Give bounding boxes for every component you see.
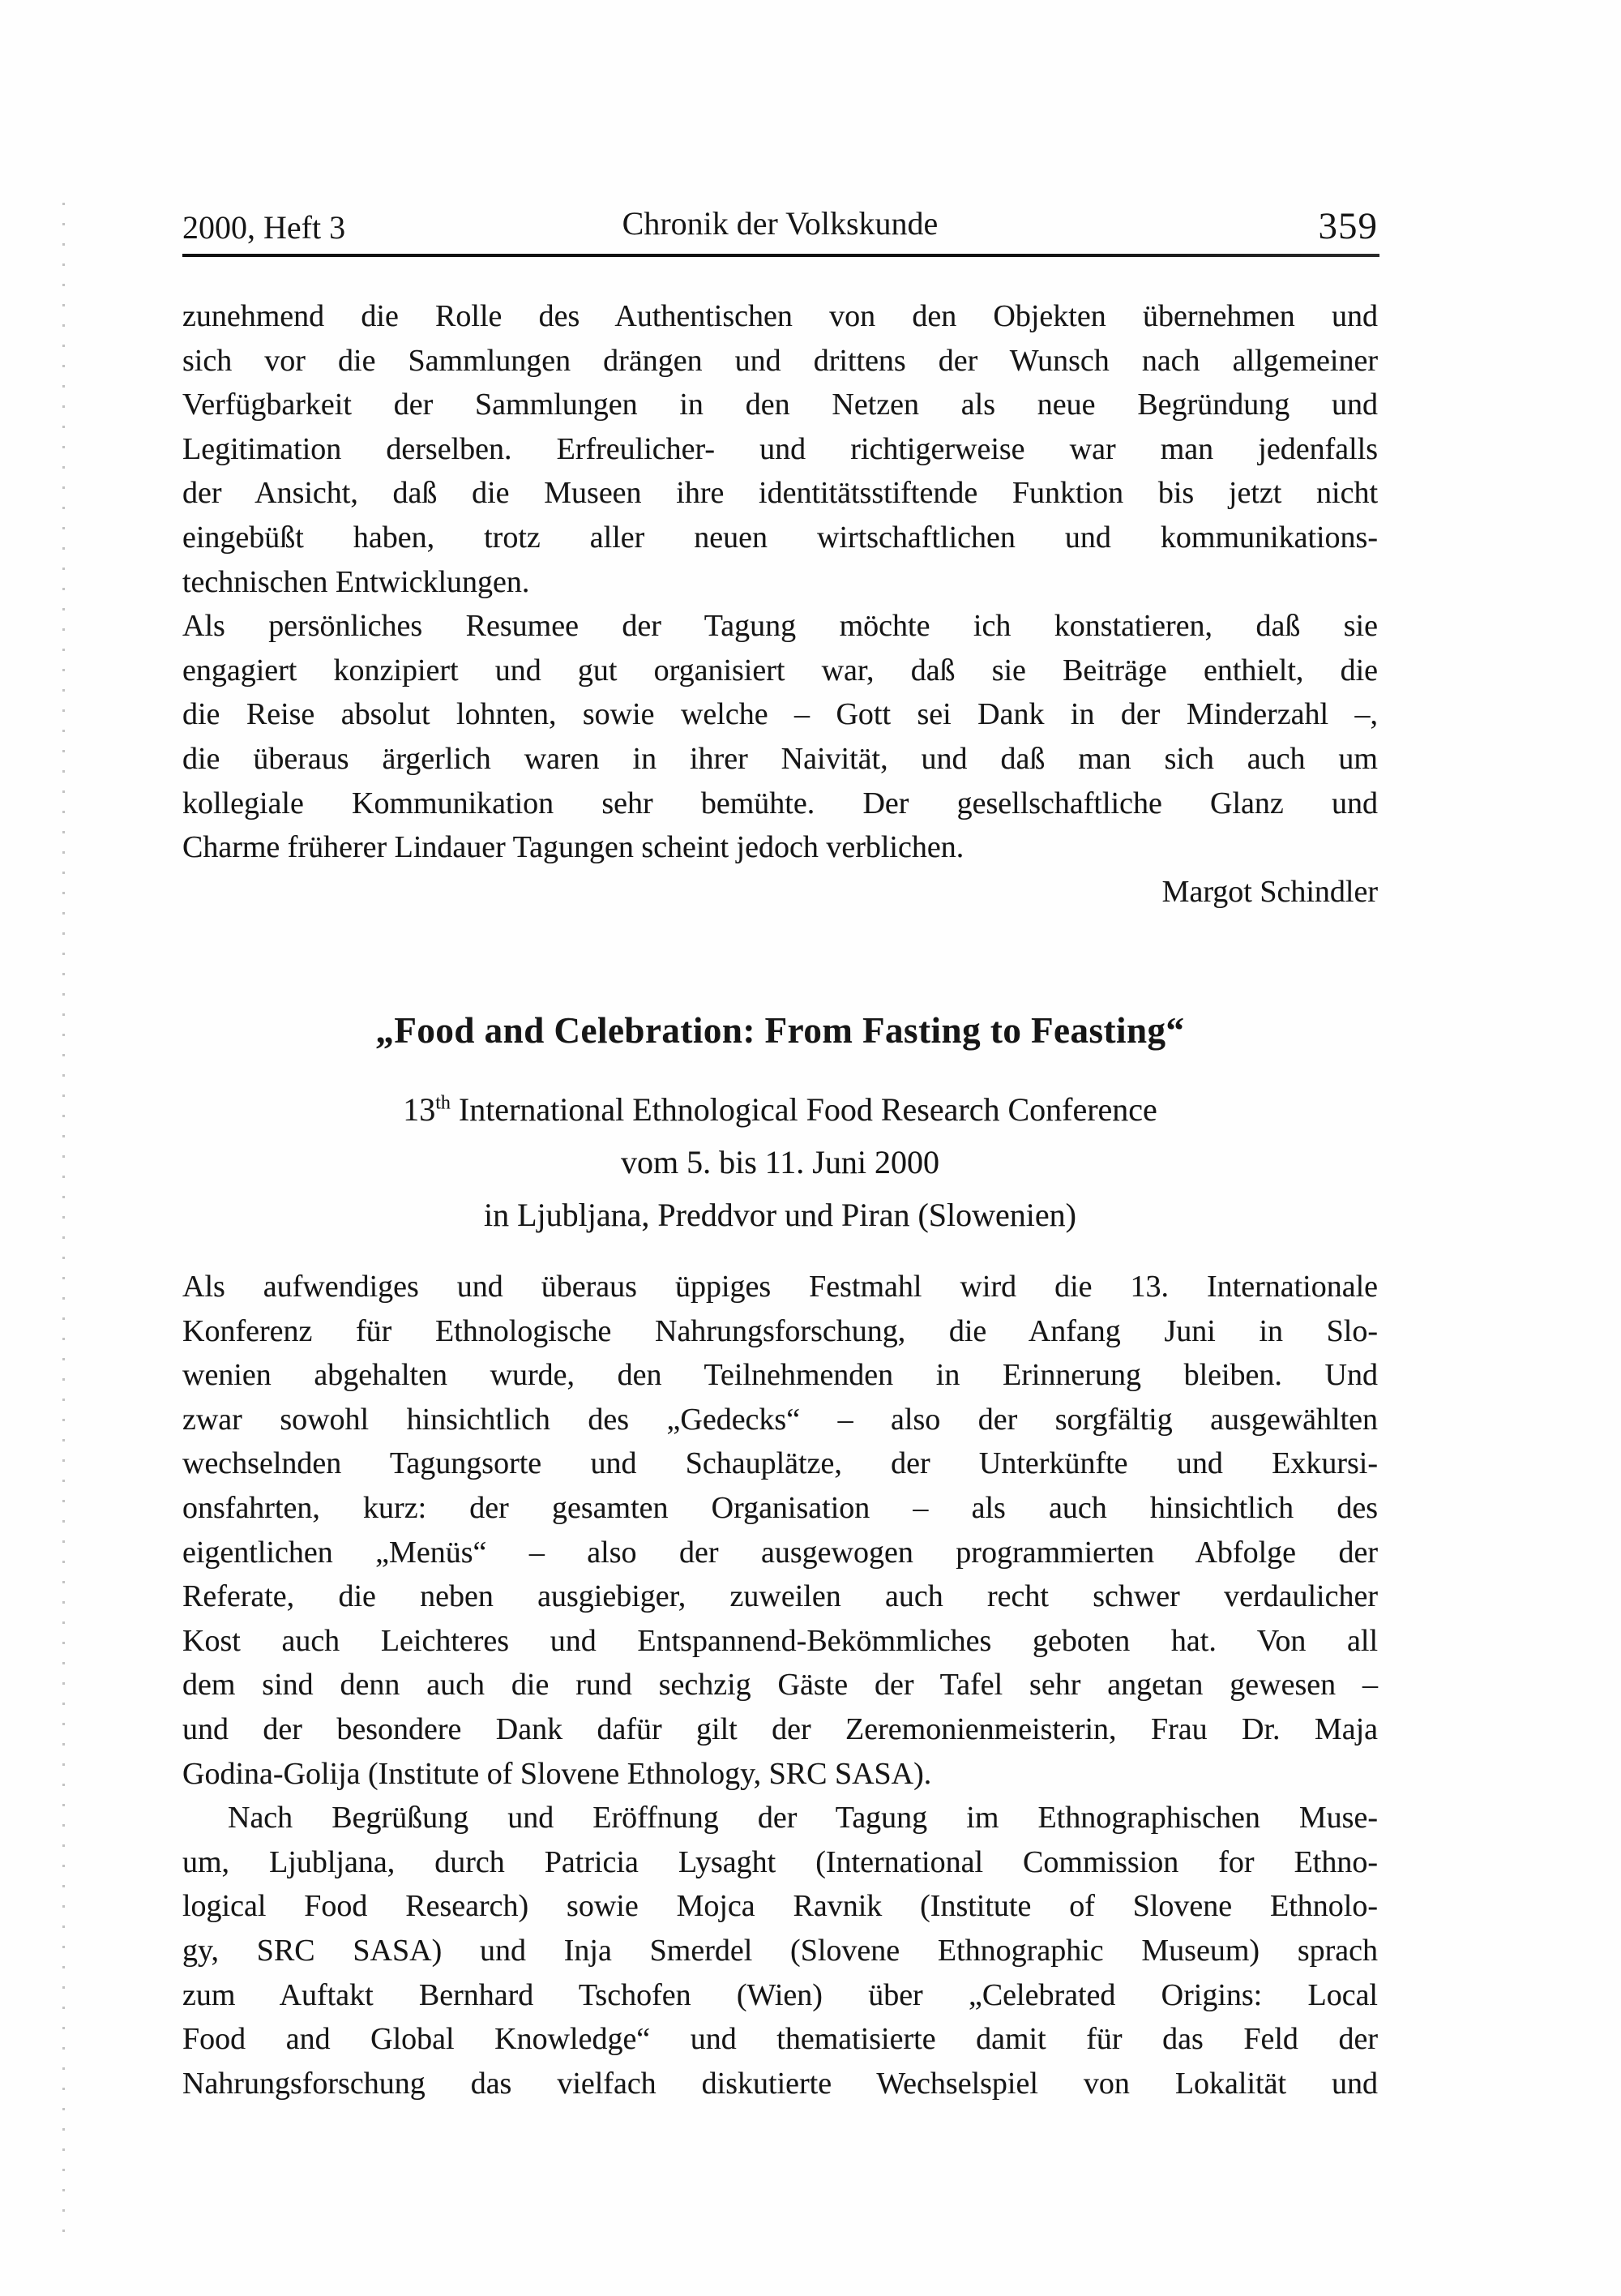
article-body [182, 1265, 1378, 2105]
conference-number: 13 [403, 1091, 436, 1128]
text-line: engagiert konzipiert und gut organisiert war, daß sie Beiträge enthielt, die [182, 653, 1378, 688]
text-line: technischen Entwicklungen. [182, 564, 530, 599]
text-line: Legitimation derselben. Erfreulicher- und richtigerweise war man jedenfalls [182, 431, 1378, 466]
journal-running-title: Chronik der Volkskunde [622, 205, 939, 242]
article-heading-block [182, 1008, 1378, 1241]
conference-locations: in Ljubljana, Preddvor und Piran (Slowenien) [484, 1197, 1076, 1233]
text-line: zum Auftakt Bernhard Tschofen (Wien) über „Celebrated Origins: Local [182, 1977, 1378, 2012]
text-line: wenien abgehalten wurde, den Teilnehmenden in Erinnerung bleiben. Und [182, 1358, 1378, 1393]
journal-issue: 2000, Heft 3 [182, 209, 346, 246]
text-line: die überaus ärgerlich waren in ihrer Naivität, und daß man sich auch um [182, 741, 1378, 776]
text-line: zunehmend die Rolle des Authentischen von den Objekten übernehmen und [182, 299, 1378, 333]
text-line: dem sind denn auch die rund sechzig Gäste der Tafel sehr angetan gewesen – [182, 1668, 1378, 1703]
section-conclusion-report [182, 294, 1378, 914]
text-line: Als persönliches Resumee der Tagung möchte ich konstatieren, daß sie [182, 609, 1378, 644]
text-line: wechselnden Tagungsorte und Schauplätze, der Unterkünfte und Exkursi- [182, 1446, 1378, 1481]
text-line: sich vor die Sammlungen drängen und drittens der Wunsch nach allgemeiner [182, 343, 1378, 378]
text-line: Konferenz für Ethnologische Nahrungsforschung, die Anfang Juni in Slo- [182, 1313, 1378, 1348]
scan-artifact-dotted-line [62, 203, 65, 2246]
text-line: Verfügbarkeit der Sammlungen in den Netzen als neue Begründung und [182, 388, 1378, 422]
text-line: eingebüßt haben, trotz aller neuen wirtschaftlichen und kommunikations- [182, 520, 1378, 555]
page-header [182, 204, 1378, 248]
text-line: onsfahrten, kurz: der gesamten Organisation – als auch hinsichtlich des [182, 1490, 1378, 1525]
author-signature: Margot Schindler [1161, 874, 1378, 909]
text-line: logical Food Research) sowie Mojca Ravnik (Institute of Slovene Ethnolo- [182, 1889, 1378, 1924]
text-line: Food and Global Knowledge“ und thematisierte damit für das Feld der [182, 2022, 1378, 2057]
text-line: Nach Begrüßung und Eröffnung der Tagung im Ethnographischen Muse- [228, 1801, 1378, 1836]
ordinal-superscript: th [435, 1092, 451, 1114]
text-line: eigentlichen „Menüs“ – also der ausgewogen programmierten Abfolge der [182, 1535, 1378, 1570]
text-line: Als aufwendiges und überaus üppiges Festmahl wird die 13. Internationale [182, 1270, 1378, 1304]
text-line: die Reise absolut lohnten, sowie welche – Gott sei Dank in der Minderzahl –, [182, 697, 1378, 732]
text-line: kollegiale Kommunikation sehr bemühte. Der gesellschaftliche Glanz und [182, 786, 1378, 820]
text-line: Charme früherer Lindauer Tagungen scheint jedoch verblichen. [182, 830, 964, 865]
text-line: Referate, die neben ausgiebiger, zuweilen auch recht schwer verdaulicher [182, 1579, 1378, 1614]
text-line: um, Ljubljana, durch Patricia Lysaght (International Commission for Ethno- [182, 1844, 1378, 1879]
text-line: der Ansicht, daß die Museen ihre identitätsstiftende Funktion bis jetzt nicht [182, 476, 1378, 511]
page-number: 359 [1318, 205, 1378, 247]
text-line: und der besondere Dank dafür gilt der Zeremonienmeisterin, Frau Dr. Maja [182, 1711, 1378, 1746]
article-title: „Food and Celebration: From Fasting to Feasting“ [375, 1010, 1185, 1051]
text-line: Godina-Golija (Institute of Slovene Ethnology, SRC SASA). [182, 1756, 932, 1791]
conference-subtitle-line1 [182, 1083, 1378, 1136]
text-line: gy, SRC SASA) und Inja Smerdel (Slovene Ethnographic Museum) sprach [182, 1933, 1378, 1968]
conference-name: International Ethnological Food Research Conference [450, 1091, 1157, 1128]
conference-dates: vom 5. bis 11. Juni 2000 [621, 1144, 939, 1180]
text-line: Kost auch Leichteres und Entspannend-Bekömmliches geboten hat. Von all [182, 1623, 1378, 1658]
header-rule [182, 254, 1379, 257]
text-line: zwar sowohl hinsichtlich des „Gedecks“ – also der sorgfältig ausgewählten [182, 1402, 1378, 1437]
text-line: Nahrungsforschung das vielfach diskutierte Wechselspiel von Lokalität und [182, 2066, 1378, 2101]
